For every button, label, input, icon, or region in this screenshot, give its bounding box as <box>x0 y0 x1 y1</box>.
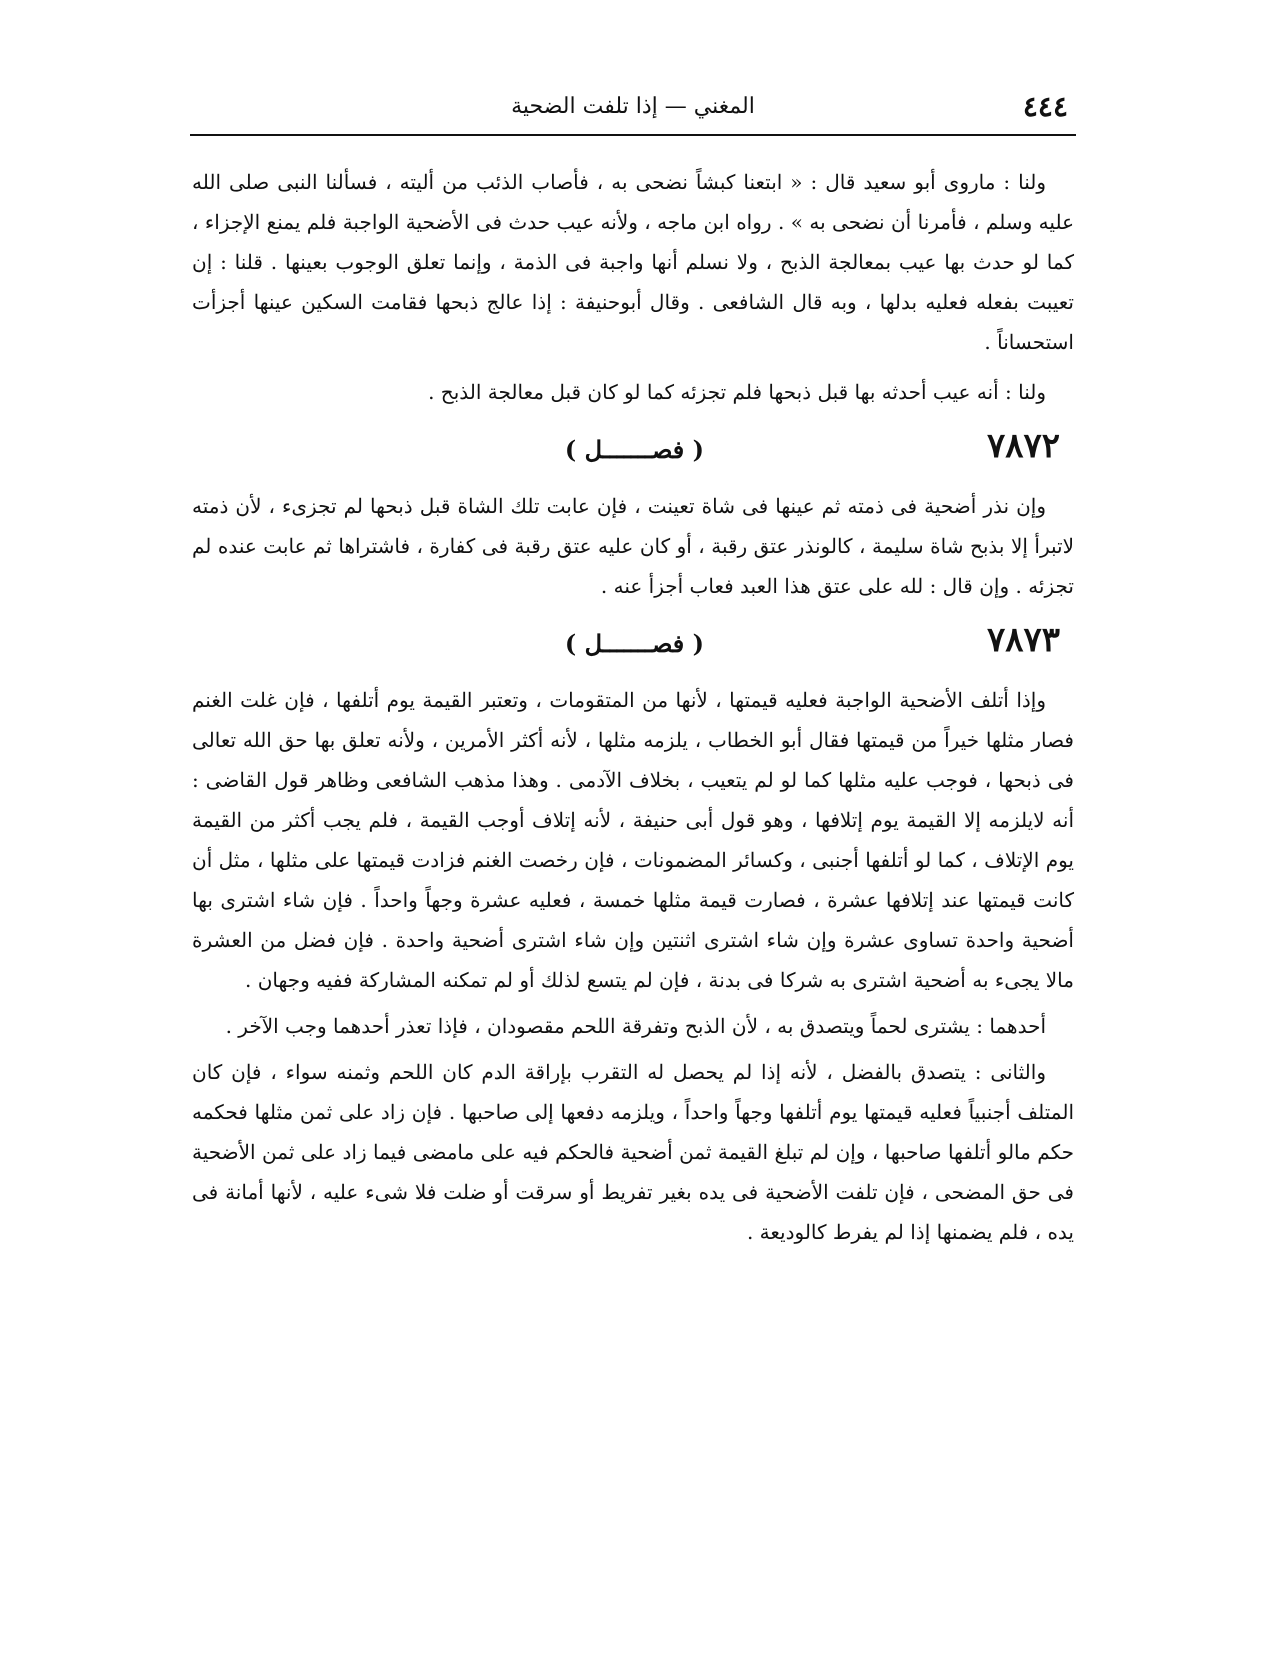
section-label: ( فصـــــــل ) <box>564 629 704 658</box>
paragraph: وإذا أتلف الأضحية الواجبة فعليه قيمتها ، لأنها من المتقومات ، وتعتبر القيمة يوم أتلفها ، فإن غلت الغنم فصار مثلها خيراً من قيمتها فقال أبو الخطاب ، يلزمه مثلها ، لأنه أكثر الأمرين ، ولأنه تعلق بها حق الله تعالى فى ذبحها ، فوجب عليه مثلها كما لو لم يتعيب ، بخلاف الآدمى . وهذا مذهب الشافعى وظاهر قول القاضى : أنه لايلزمه إلا القيمة يوم إتلافها ، وهو قول أبى حنيفة ، لأنه إتلاف أوجب القيمة ، فلم يجب أكثر من القيمة يوم الإتلاف ، كما لو أتلفها أجنبى ، وكسائر المضمونات ، فإن رخصت الغنم فزادت قيمتها على مثلها ، مثل أن كانت قيمتها عند إتلافها عشرة ، فصارت قيمة مثلها خمسة ، فعليه عشرة وجهاً واحداً . فإن شاء اشترى بها أضحية واحدة تساوى عشرة وإن شاء اشترى اثنتين وإن شاء اشترى أضحية واحدة . فإن فضل من العشرة مالا يجىء به أضحية اشترى به شركا فى بدنة ، فإن لم يتسع لذلك أو لم تمكنه المشاركة ففيه وجهان . <box>192 688 1074 992</box>
paragraph: ولنا : ماروى أبو سعيد قال : « ابتعنا كبشاً نضحى به ، فأصاب الذئب من أليته ، فسألنا النبى صلى الله عليه وسلم ، فأمرنا أن نضحى به » . رواه ابن ماجه ، ولأنه عيب حدث فى الأضحية الواجبة فلم يمنع الإجزاء ، كما لو حدث بها عيب بمعالجة الذبح ، ولا نسلم أنها واجبة فى الذمة ، وإنما تعلق الوجوب بعينها . قلنا : إن تعيبت بفعله فعليه بدلها ، وبه قال الشافعى . وقال أبوحنيفة : إذا عالج ذبحها فقامت السكين عينها أجزأت استحساناً . <box>192 170 1074 354</box>
section-heading <box>192 616 1074 668</box>
page-header <box>190 88 1076 132</box>
paragraph: والثانى : يتصدق بالفضل ، لأنه إذا لم يحصل له التقرب بإراقة الدم كان اللحم وثمنه سواء ، فإن كان المتلف أجنبياً فعليه قيمتها يوم أتلفها وجهاً واحداً ، ويلزمه دفعها إلى صاحبها . فإن زاد على ثمن مثلها فحكمه حكم مالو أتلفها صاحبها ، وإن لم تبلغ القيمة ثمن أضحية فالحكم فيه على مامضى فيما زاد على ثمن الأضحية فى حق المضحى ، فإن تلفت الأضحية فى يده بغير تفريط أو سرقت أو ضلت فلا شىء عليه ، لأنها أمانة فى يده ، فلم يضمنها إذا لم يفرط كالوديعة . <box>192 1060 1074 1244</box>
section-number: ٧٨٧٣ <box>986 620 1060 660</box>
paragraph: وإن نذر أضحية فى ذمته ثم عينها فى شاة تعينت ، فإن عابت تلك الشاة قبل ذبحها لم تجزىء ، لأن ذمته لاتبرأ إلا بذبح شاة سليمة ، كالونذر عتق رقبة ، أو كان عليه عتق رقبة فى كفارة ، فاشتراها ثم عابت عنده لم تجزئه . وإن قال : لله على عتق هذا العبد فعاب أجزأ عنه . <box>192 494 1074 598</box>
header-rule <box>190 134 1076 136</box>
running-title: المغني — إذا تلفت الضحية <box>511 94 755 119</box>
section-label: ( فصـــــــل ) <box>564 435 704 464</box>
paragraph: ولنا : أنه عيب أحدثه بها قبل ذبحها فلم تجزئه كما لو كان قبل معالجة الذبح . <box>428 380 1046 404</box>
section-number: ٧٨٧٢ <box>986 426 1060 466</box>
page-number: ٤٤٤ <box>1022 90 1068 123</box>
paragraph: أحدهما : يشترى لحماً ويتصدق به ، لأن الذبح وتفرقة اللحم مقصودان ، فإذا تعذر أحدهما وجب الآخر . <box>225 1014 1046 1038</box>
page-body <box>192 162 1074 1262</box>
section-heading <box>192 422 1074 474</box>
